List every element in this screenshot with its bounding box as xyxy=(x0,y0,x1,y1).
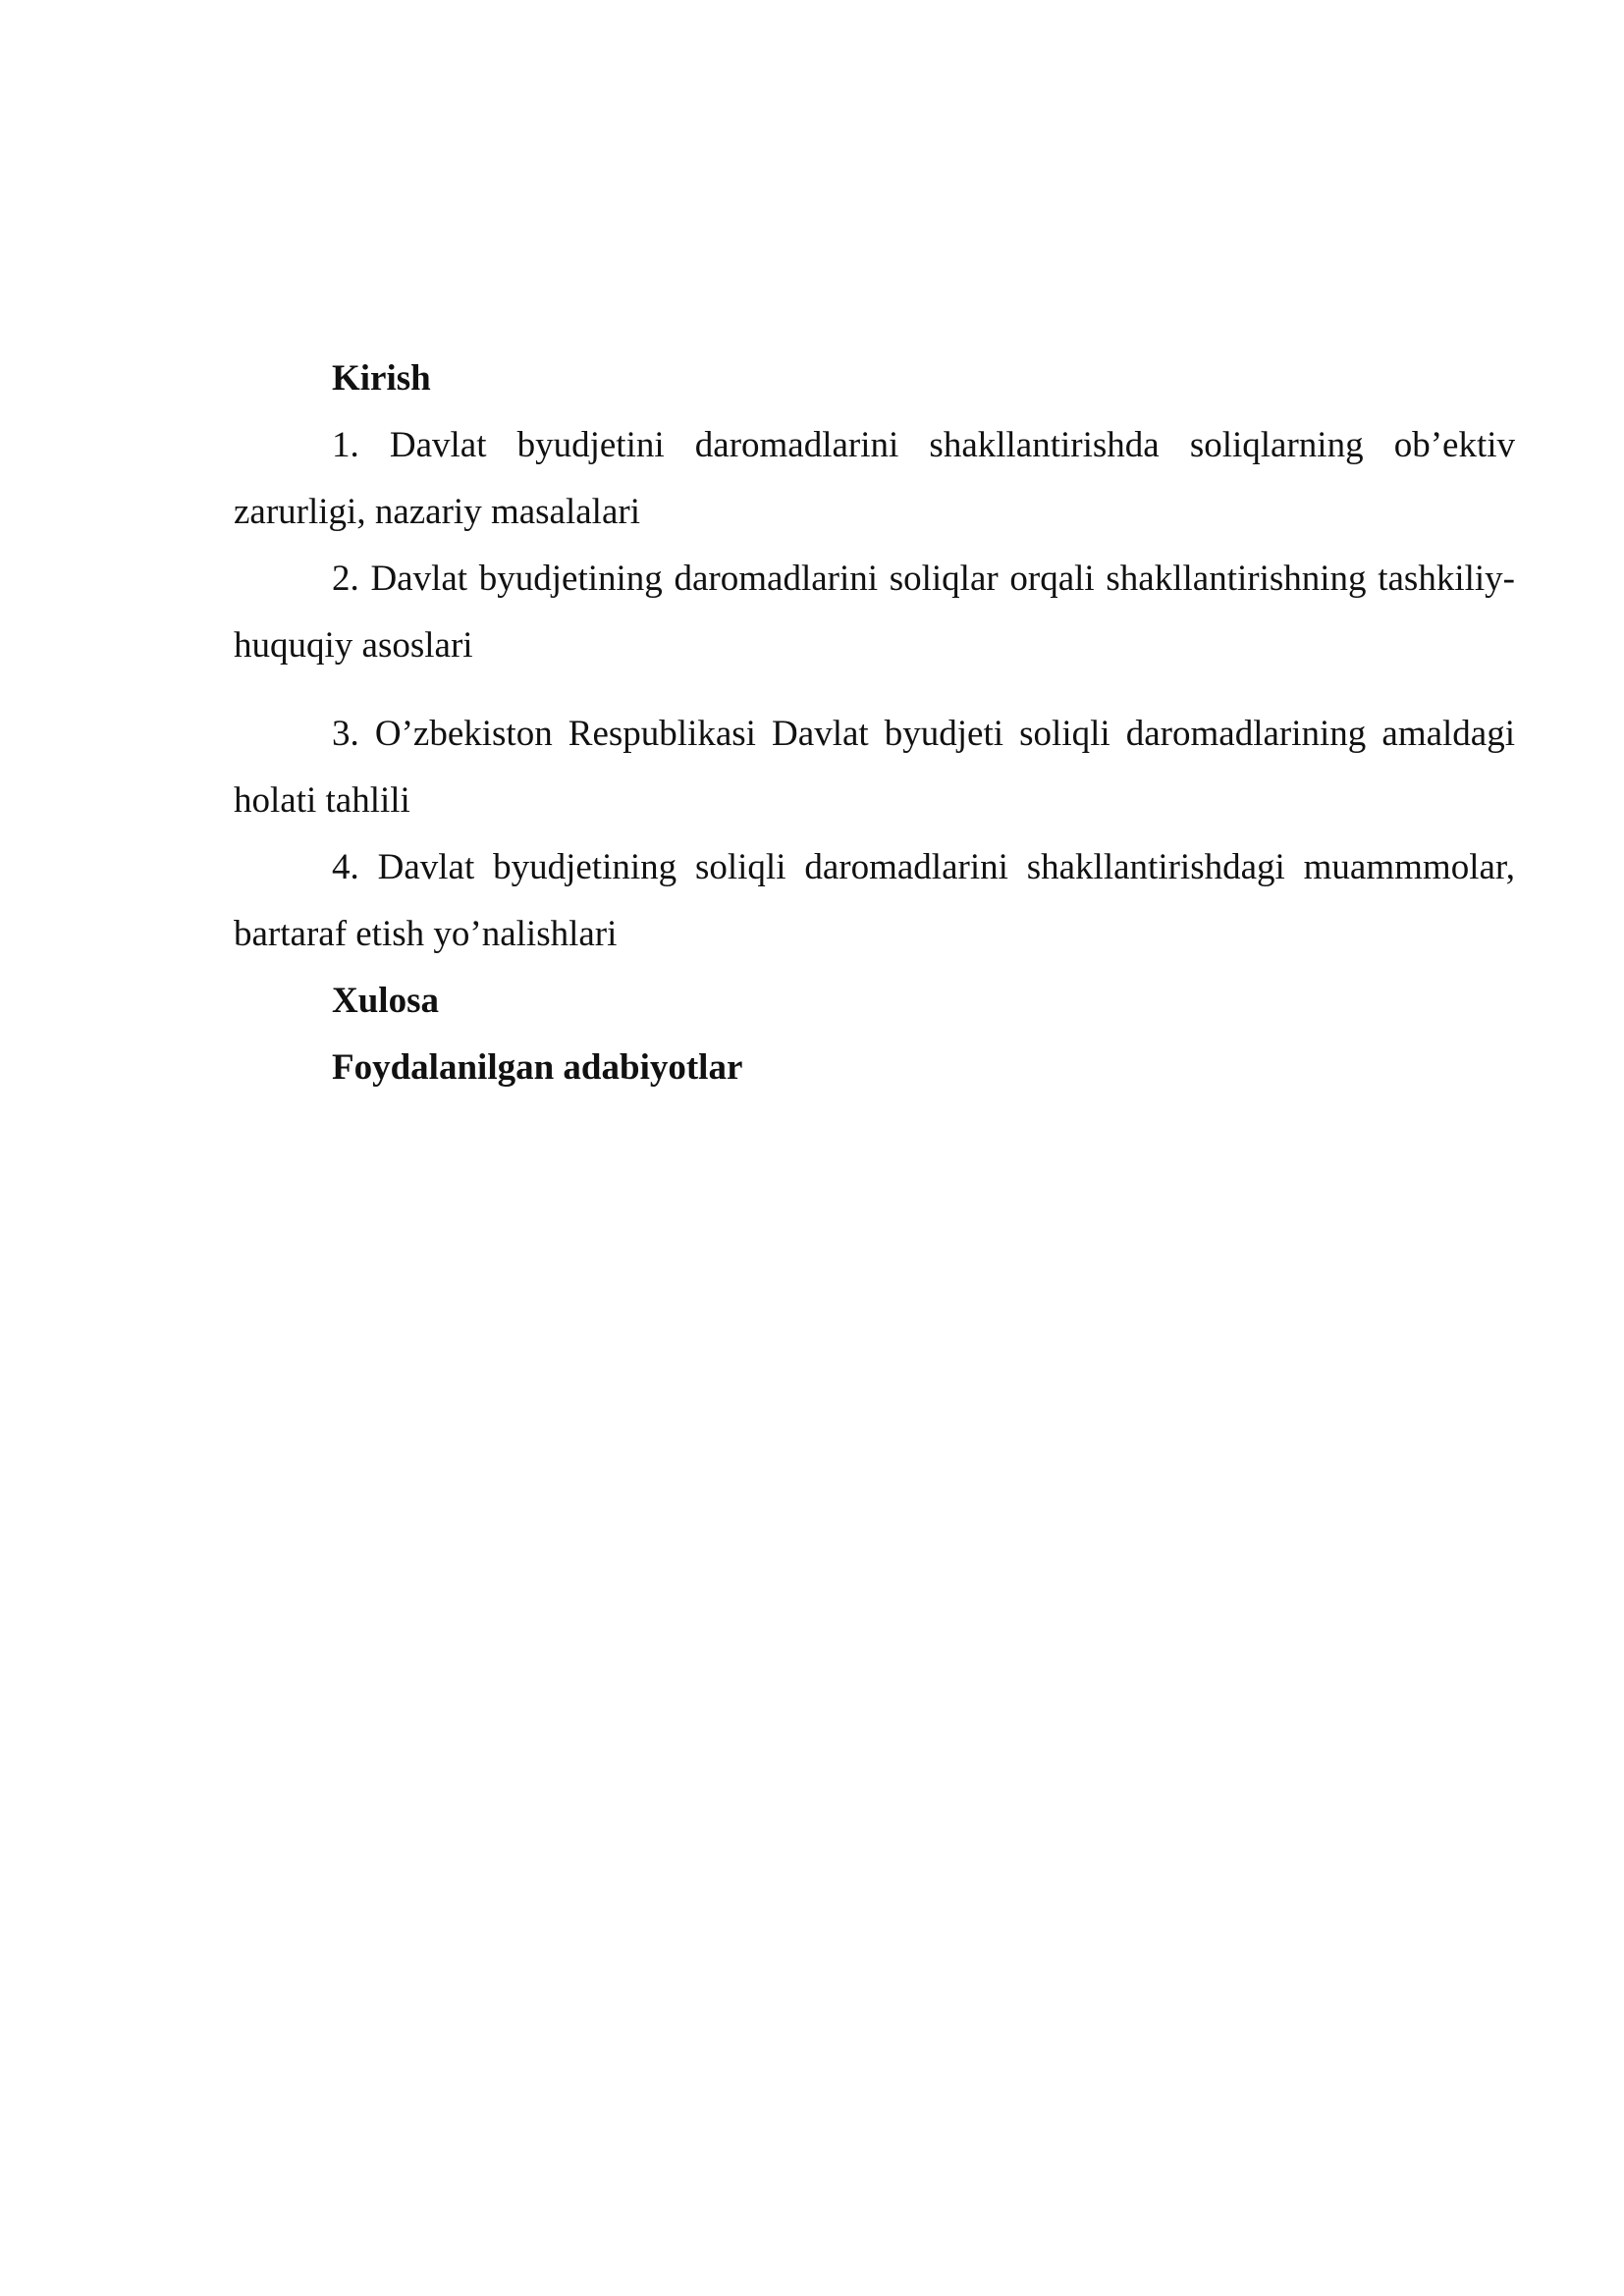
toc-heading-conclusion: Xulosa xyxy=(332,981,439,1021)
toc-item-2: 2. Davlat byudjetining daromadlarini soliqlar orqali shakllantirishning tashkiliy-huquqiy asoslari xyxy=(234,559,1515,666)
toc-item-3: 3. O’zbekiston Respublikasi Davlat byudjeti soliqli daromadlarining amaldagi holati tahlili xyxy=(234,714,1515,821)
toc-item-1: 1. Davlat byudjetini daromadlarini shakllantirishda soliqlarning ob’ektiv zarurligi, nazariy masalalari xyxy=(234,425,1515,532)
table-of-contents xyxy=(234,346,1515,1101)
toc-heading-references: Foydalanilgan adabiyotlar xyxy=(332,1047,743,1088)
toc-item-4: 4. Davlat byudjetining soliqli daromadlarini shakllantirishdagi muammmolar, bartaraf etish yo’nalishlari xyxy=(234,847,1515,954)
toc-heading-intro: Kirish xyxy=(332,358,431,399)
